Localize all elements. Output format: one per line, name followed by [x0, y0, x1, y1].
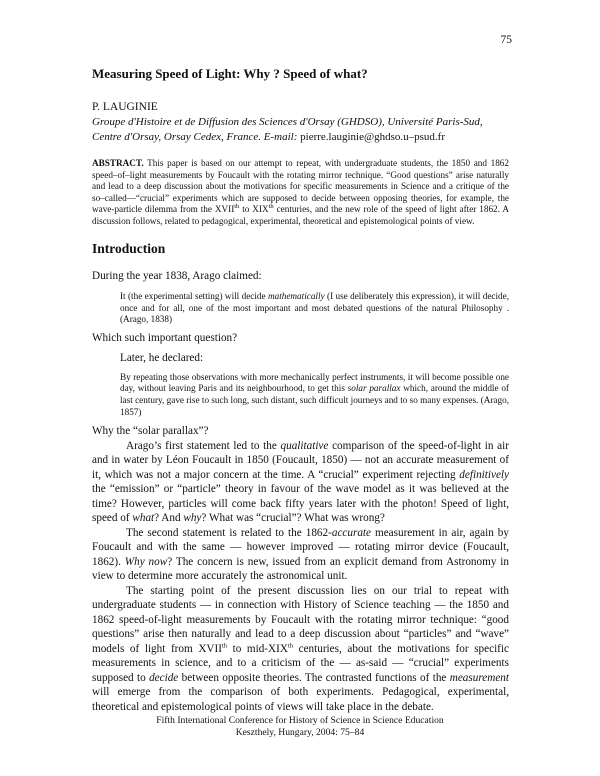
- author-affiliation: Groupe d'Histoire et de Diffusion des Sciences d'Orsay (GHDSO), Université Paris-Sud, Centre d'Orsay, Orsay Cedex, France. E-mail: pierre.lauginie@ghdso.u–psud.fr: [92, 116, 483, 143]
- abstract: ABSTRACT. This paper is based on our attempt to repeat, with undergraduate students, the 1850 and 1862 speed–of–light measurements by Foucault with the rotating mirror technique. “Good questions” arise naturally and lead to a deep discussion about the motivations for specific measurements in Science and a critique of the so–called—“crucial” experiments which are supposed to decide between opposing theories, for example, the wave-particle dilemma from the XVIIth to XIXth centuries, and the new role of the speed of light after 1862. A discussion follows, related to pedagogical, experimental, theoretical and epistemological points of view.: [92, 158, 509, 226]
- main-content: [92, 66, 509, 714]
- author-name: P. LAUGINIE: [92, 101, 158, 113]
- quote-arago-1838: It (the experimental setting) will decide mathematically (I use deliberately this expression), it will decide, once and for all, one of the most important and most debated questions of the natural Philosophy . (Arago, 1838): [120, 291, 509, 325]
- paragraph-why-solar-parallax: Why the “solar parallax”?: [92, 425, 209, 438]
- paragraph-arago-1838: During the year 1838, Arago claimed:: [92, 269, 262, 282]
- paragraph-starting-point: The starting point of the present discussion lies on our trial to repeat with undergraduate students — in connection with History of Science teaching — the 1850 and 1862 speed-of-light measurements by Foucault with the rotating mirror technique: “good questions” arise then naturally and lead to a deep discussion about “particles” and “wave” models of light from XVIIth to mid-XIXth centuries, about the motivations for specific measurements in science, and to a criticism of the — as-said — “crucial” experiments supposed to decide between opposite theories. The contrasted functions of the measurement will emerge from the comparison of both experiments. Pedagogical, experimental, theoretical and epistemological points of views will take place in the debate.: [92, 584, 509, 713]
- footer-location: Keszthely, Hungary, 2004: 75–84: [235, 727, 365, 738]
- page-number: 75: [500, 34, 512, 46]
- paragraph-first-statement: Arago’s first statement led to the qualitative comparison of the speed-of-light in air and in water by Léon Foucault in 1850 (Foucault, 1850) — not an accurate measurement of it, which was not a major concern at the time. A “crucial” experiment rejecting definitively the “emission” or “particle” theory in favour of the wave model as it was believed at the time? However, particles will come back fifty years later with the photon! Speed of light, speed of what? And why? What was “crucial”? What was wrong?: [92, 439, 509, 525]
- author-email: pierre.lauginie@ghdso.u–psud.fr: [300, 130, 446, 143]
- section-heading-introduction: Introduction: [92, 240, 166, 256]
- page-footer: [0, 715, 600, 739]
- abstract-label: ABSTRACT.: [92, 158, 144, 168]
- paragraph-later: Later, he declared:: [120, 352, 204, 365]
- quote-arago-1857: By repeating those observations with more mechanically perfect instruments, it will become possible one day, without leaving Paris and its neighbourhood, to get this solar parallax which, around the middle of last century, gave rise to such long, such distant, such difficult journeys and to so many expenses. (Arago, 1857): [120, 371, 509, 417]
- paper-title: Measuring Speed of Light: Why ? Speed of what?: [92, 66, 368, 81]
- org-abbreviation: GHDSO: [340, 116, 379, 128]
- paragraph-second-statement: The second statement is related to the 1862-accurate measurement in air, again by Foucault and with the same — however improved — rotating mirror device (Foucault, 1862). Why now? The concern is new, issued from an explicit demand from Astronomy in view to determine more accurately the astronomical unit.: [92, 526, 509, 583]
- paragraph-question: Which such important question?: [92, 331, 238, 344]
- footer-conference: Fifth International Conference for History of Science in Science Education: [156, 715, 444, 726]
